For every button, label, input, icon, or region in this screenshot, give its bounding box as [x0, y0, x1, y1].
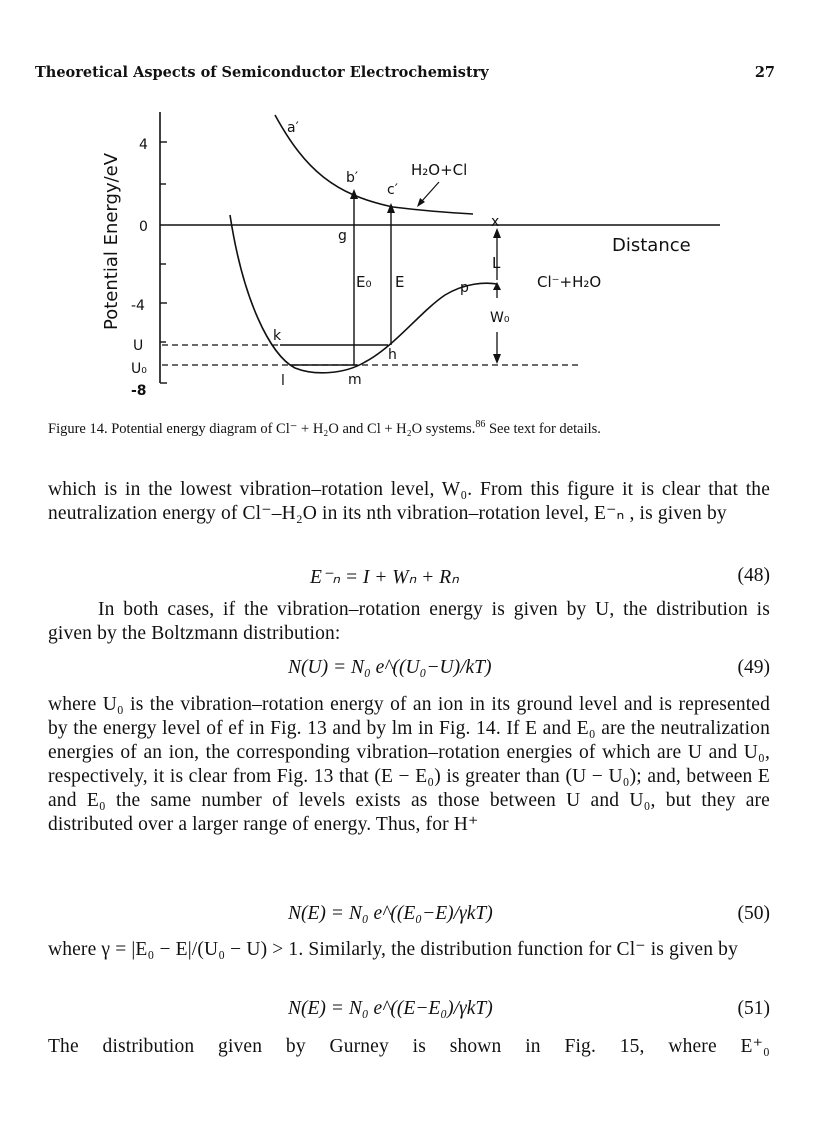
y-axis-label: Potential Energy/eV: [101, 152, 122, 330]
x-axis-label: Distance: [612, 235, 691, 256]
paragraph-3: where U₀ is the vibration–rotation energy of an ion in its ground level and is represented by the energy level of ef in Fig. 13 and by lm in Fig. 14. If E and E₀ are the neutralization energies of an ion, the corresponding vibration–rotation energies of which are U and U₀, respectively, it is clear from Fig. 13 that (E − E₀) is greater than (U − U₀); and, between E and E₀ the same number of levels exists as those between U and U₀, but they are distributed over a larger range of energy. Thus, for H⁺: [48, 694, 770, 835]
potential-energy-diagram: [95, 100, 735, 405]
label-l: l: [281, 373, 285, 389]
h2o-cl-pointer: [422, 182, 439, 201]
label-a-prime: a′: [287, 120, 299, 136]
label-L: L: [492, 254, 501, 272]
equation-49-expr: N(U) = N₀ e^((U₀−U)/kT): [288, 657, 492, 678]
equation-50-number: (50): [737, 903, 770, 924]
caption-label: Figure 14.: [48, 420, 108, 437]
paragraph-1: which is in the lowest vibration–rotation level, W₀. From this figure it is clear that the neutralization energy of Cl⁻–H₂O in its nth vibration–rotation level, E⁻ₙ , is given by: [48, 479, 770, 524]
label-p: p: [460, 280, 469, 296]
tick-label-U0: U₀: [131, 361, 147, 377]
label-h2o-cl: H₂O+Cl: [411, 161, 468, 179]
equation-51-expr: N(E) = N₀ e^((E−E₀)/γkT): [288, 998, 493, 1019]
label-k: k: [273, 328, 282, 344]
tick-label-neg8: -8: [131, 383, 147, 399]
equation-49: [48, 657, 770, 683]
label-W0: W₀: [490, 310, 510, 326]
caption-text: Potential energy diagram of Cl⁻ + H₂O and Cl + H₂O systems.: [111, 420, 476, 437]
equation-50-expr: N(E) = N₀ e^((E₀−E)/γkT): [288, 903, 493, 924]
label-h: h: [388, 347, 397, 363]
page-number: 27: [754, 64, 775, 81]
tick-label-4: 4: [139, 137, 148, 153]
equation-48-number: (48): [737, 565, 770, 586]
figure-caption: [48, 416, 772, 438]
label-m: m: [348, 372, 362, 388]
equation-50: [48, 903, 770, 929]
tick-label-0: 0: [139, 219, 148, 235]
header-title: Theoretical Aspects of Semiconductor Electrochemistry: [35, 64, 489, 81]
paragraph-5: The distribution given by Gurney is shown in Fig. 15, where E⁺₀: [48, 1036, 770, 1057]
paragraph-4: where γ = |E₀ − E|/(U₀ − U) > 1. Similarly, the distribution function for Cl⁻ is given by: [48, 939, 738, 960]
arrow-W0-down-head: [493, 354, 501, 364]
arrow-E-head: [387, 203, 395, 213]
equation-48-expr: E⁻ₙ = I + Wₙ + Rₙ: [310, 567, 459, 588]
paragraph-2: [48, 598, 770, 646]
caption-rest: See text for details.: [485, 420, 601, 437]
caption-ref: 86: [475, 419, 486, 430]
tick-label-neg4: -4: [131, 298, 145, 314]
label-x: x: [491, 214, 500, 230]
label-b-prime: b′: [346, 170, 359, 186]
equation-51-number: (51): [737, 998, 770, 1019]
paragraph-2-text: In both cases, if the vibration–rotation energy is given by U, the distribution is given by the Boltzmann distribution:: [48, 599, 770, 644]
running-header: [35, 61, 775, 83]
label-c-prime: c′: [387, 182, 398, 198]
label-E: E: [395, 273, 405, 291]
label-g: g: [338, 228, 347, 244]
equation-51: [48, 998, 770, 1024]
label-cl-h2o: Cl⁻+H₂O: [537, 273, 602, 291]
equation-48: [48, 565, 770, 591]
tick-label-U: U: [133, 338, 144, 354]
label-E0: E₀: [356, 273, 372, 291]
equation-49-number: (49): [737, 657, 770, 678]
